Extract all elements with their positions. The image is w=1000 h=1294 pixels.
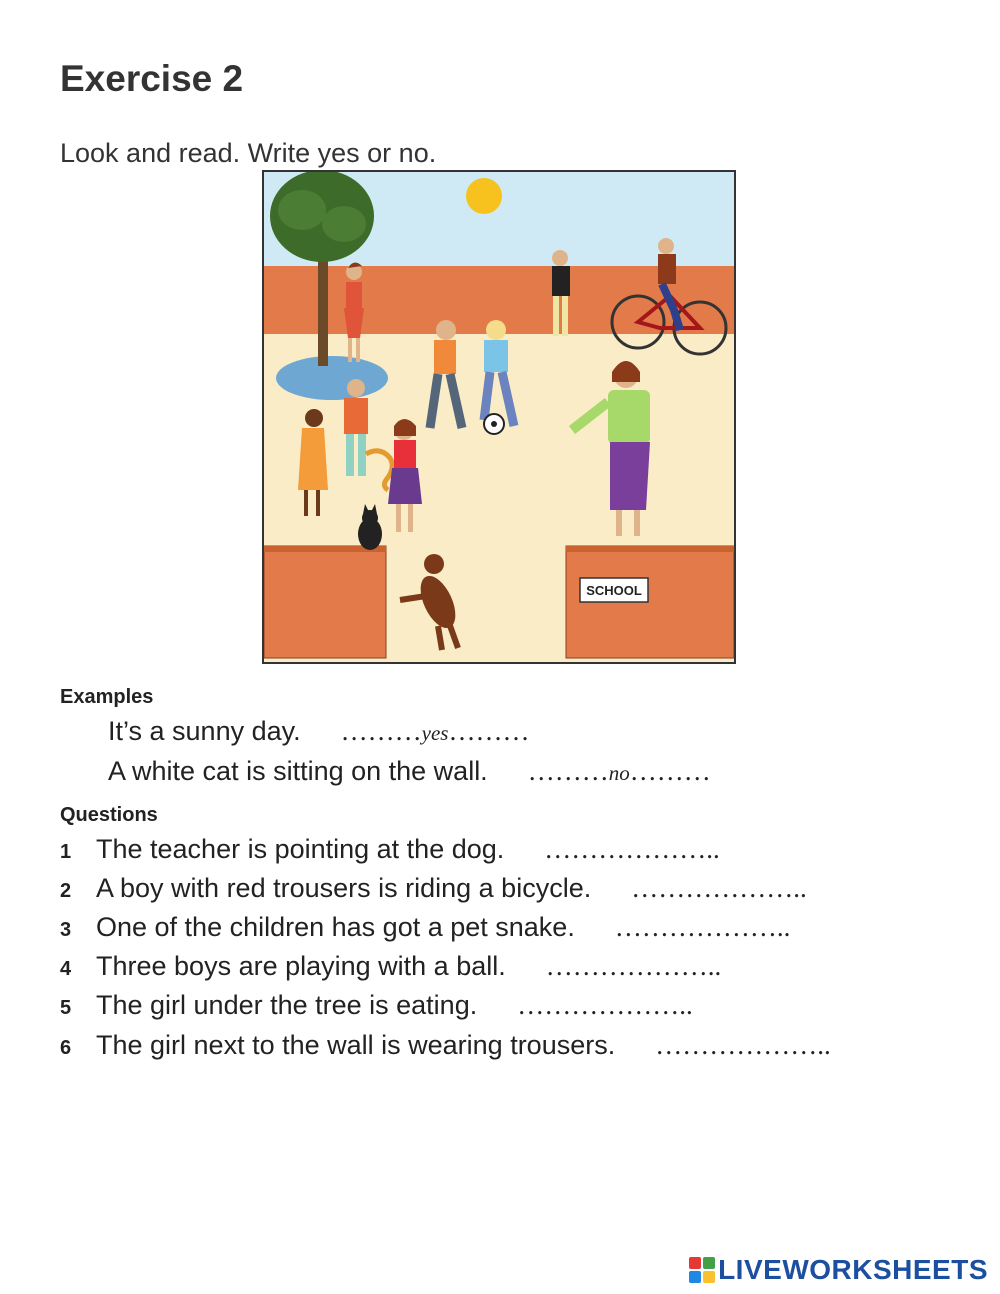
- answer-field-6[interactable]: ………………..: [655, 1030, 831, 1060]
- question-row: [60, 951, 721, 982]
- example-sentence: It’s a sunny day.: [108, 716, 301, 746]
- answer-field-4[interactable]: ………………..: [545, 951, 722, 981]
- question-number: 1: [60, 841, 72, 863]
- answer-field-2[interactable]: ………………..: [631, 873, 807, 903]
- question-text: A boy with red trousers is riding a bicycle.: [96, 873, 592, 903]
- page-title: Exercise 2: [60, 58, 244, 99]
- questions-label: Questions: [60, 804, 158, 826]
- examples-label: Examples: [60, 686, 154, 708]
- logo-mark-icon: [689, 1257, 715, 1283]
- answer-field-3[interactable]: ………………..: [614, 912, 791, 942]
- question-row: [60, 990, 693, 1021]
- answer-field-1[interactable]: ………………..: [544, 834, 720, 864]
- answer-field-5[interactable]: ………………..: [517, 990, 693, 1020]
- question-number: 2: [60, 880, 72, 902]
- instructions: Look and read. Write yes or no.: [60, 138, 437, 168]
- question-number: 6: [60, 1037, 72, 1059]
- question-number: 4: [60, 958, 72, 980]
- example-sentence: A white cat is sitting on the wall.: [108, 756, 488, 786]
- question-text: One of the children has got a pet snake.: [96, 912, 575, 942]
- question-number: 5: [60, 997, 72, 1019]
- question-row: [60, 1030, 831, 1061]
- question-text: Three boys are playing with a ball.: [96, 951, 506, 981]
- tree-trunk: [318, 248, 328, 366]
- example-answer-line: ………yes………: [340, 716, 530, 746]
- question-text: The girl next to the wall is wearing trousers.: [96, 1030, 616, 1060]
- example-2: [108, 756, 711, 787]
- question-row: [60, 834, 720, 865]
- example-answer-line: ………no………: [527, 756, 711, 786]
- logo-text: LIVEWORKSHEETS: [718, 1254, 988, 1285]
- example-answer: no: [608, 761, 630, 785]
- question-number: 3: [60, 919, 72, 941]
- playground-illustration: [262, 170, 736, 664]
- question-text: The teacher is pointing at the dog.: [96, 834, 505, 864]
- sun: [466, 178, 502, 214]
- school-sign-text: SCHOOL: [586, 583, 642, 598]
- liveworksheets-logo[interactable]: [689, 1254, 988, 1286]
- question-text: The girl under the tree is eating.: [96, 990, 478, 1020]
- question-row: [60, 873, 807, 904]
- example-1: [108, 716, 529, 747]
- example-answer: yes: [421, 721, 449, 745]
- question-row: [60, 912, 790, 943]
